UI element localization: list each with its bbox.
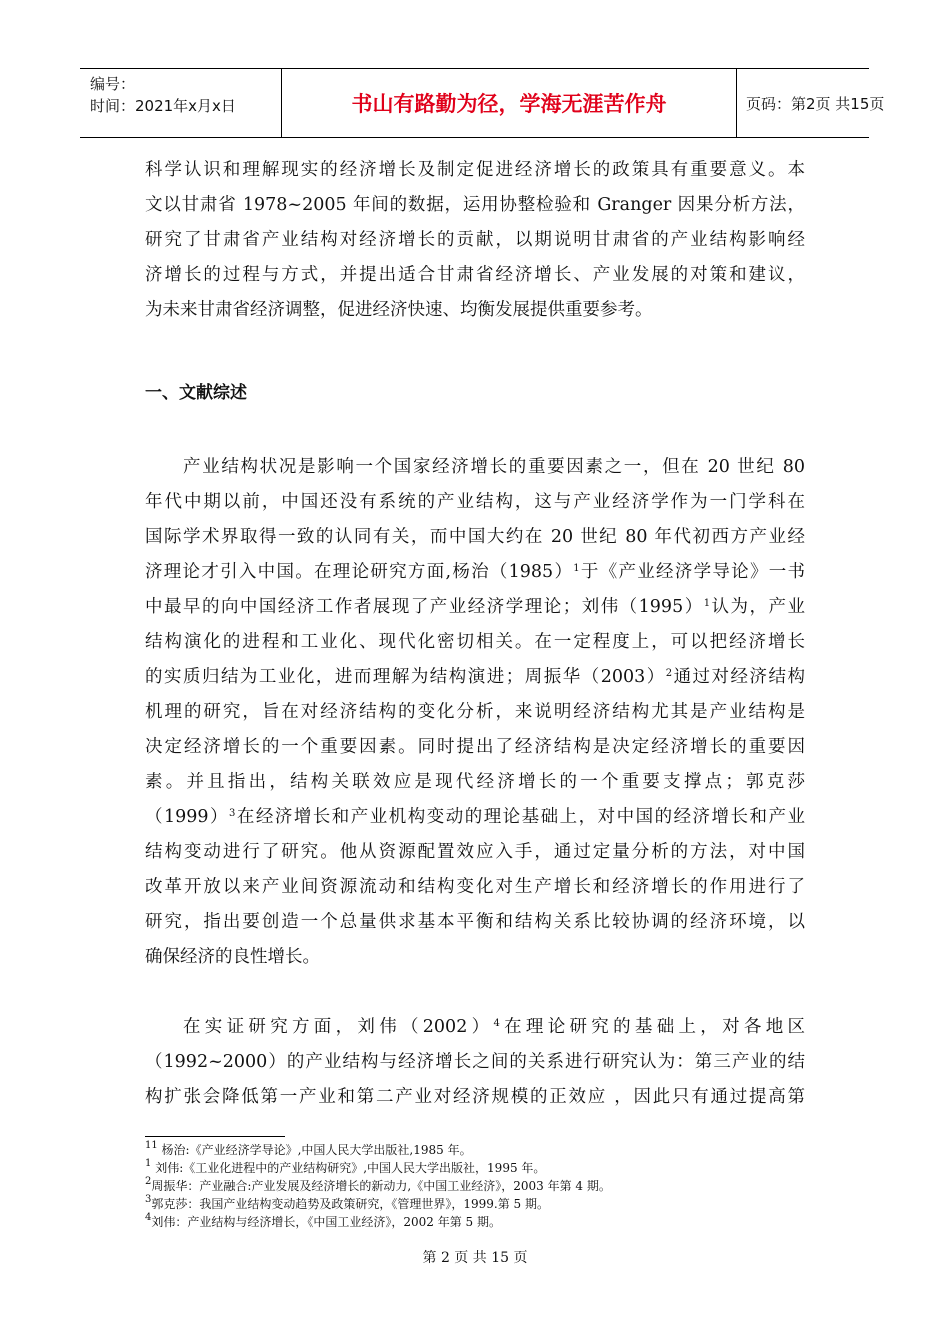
body-line: 文以甘肃省 1978~2005 年间的数据，运用协整检验和 Granger 因果分析方法，: [145, 195, 805, 215]
body-line: 为未来甘肃省经济调整，促进经济快速、均衡发展提供重要参考。: [145, 300, 653, 320]
body-line: 改革开放以来产业间资源流动和结构变化对生产增长和经济增长的作用进行了: [145, 877, 805, 897]
header-page-label: 页码：第2页 共15页: [746, 94, 885, 113]
body-line: 构扩张会降低第一产业和第二产业对经济规模的正效应 ，因此只有通过提高第: [145, 1087, 805, 1107]
doc-time-label: 时间：2021年x月x日: [90, 97, 236, 115]
footnote: $^4$刘伟：产业结构与经济增长，《中国工业经济》，2002 年第 5 期。: [145, 1212, 501, 1229]
body-line: 确保经济的良性增长。: [145, 947, 320, 967]
body-line: 结构演化的进程和工业化、现代化密切相关。在一定程度上，可以把经济增长: [145, 632, 805, 652]
body-line: 决定经济增长的一个重要因素。同时提出了经济结构是决定经济增长的重要因: [145, 737, 805, 757]
footnote-ref: 1: [703, 598, 711, 609]
body-line: $(1999)^3$在经济增长和产业机构变动的理论基础上，对中国的经济增长和产业: [145, 807, 805, 827]
body-line: 结构变动进行了研究。他从资源配置效应入手，通过定量分析的方法，对中国: [145, 842, 805, 862]
body-line: 研究了甘肃省产业结构对经济增长的贡献，以期说明甘肃省的产业结构影响经: [145, 230, 805, 250]
body-line: 年代中期以前，中国还没有系统的产业结构，这与产业经济学作为一门学科在: [145, 492, 805, 512]
doc-number-label: 编号：: [90, 75, 136, 93]
body-line: 素。并且指出，结构关联效应是现代经济增长的一个重要支撑点；郭克莎: [145, 772, 805, 792]
body-line: 济理论才引入中国。在理论研究方面,杨治$(1985)^1$于《产业经济学导论》一书: [145, 562, 805, 582]
footnote-ref: 3: [229, 808, 236, 819]
body-line: 中最早的向中国经济工作者展现了产业经济学理论；刘伟$(1995)^1$认为，产业: [145, 597, 805, 617]
body-line: 济增长的过程与方式，并提出适合甘肃省经济增长、产业发展的对策和建议，: [145, 265, 805, 285]
footnote: $^3$郭克莎：我国产业结构变动趋势及政策研究，《管理世界》，1999.第 5 期。: [145, 1194, 549, 1211]
body-line: 产业结构状况是影响一个国家经济增长的重要因素之一，但在 20 世纪 80: [183, 457, 805, 477]
body-line: 科学认识和理解现实的经济增长及制定促进经济增长的政策具有重要意义。本: [145, 160, 805, 180]
header-motto: 书山有路勤为径，学海无涯苦作舟: [282, 69, 737, 137]
footnote: $^{11}$ 杨治:《产业经济学导论》,中国人民大学出版社,1985 年。: [145, 1140, 472, 1157]
body-line: 研究，指出要创造一个总量供求基本平衡和结构关系比较协调的经济环境，以: [145, 912, 805, 932]
body-line: 在实证研究方面，刘伟$(2002)^4$在理论研究的基础上，对各地区: [183, 1017, 806, 1037]
section-heading: 一、文献综述: [145, 383, 247, 403]
body-line: 国际学术界取得一致的认同有关，而中国大约在 20 世纪 80 年代初西方产业经: [145, 527, 805, 547]
footnote-ref: 1: [573, 563, 580, 574]
footnote-ref: 2: [665, 668, 673, 679]
body-line: （1992~2000）的产业结构与经济增长之间的关系进行研究认为：第三产业的结: [145, 1052, 805, 1072]
footnote-ref: 4: [493, 1018, 500, 1029]
footnote: $^2$周振华：产业融合:产业发展及经济增长的新动力,《中国工业经济》，2003 年第 4 期。: [145, 1176, 611, 1193]
page-number: 第 2 页 共 15 页: [422, 1250, 528, 1266]
body-line: 的实质归结为工业化，进而理解为结构演进；周振华$(2003)^2$通过对经济结构: [145, 667, 805, 687]
footnote: $^1$ 刘伟:《工业化进程中的产业结构研究》,中国人民大学出版社，1995 年。: [145, 1158, 546, 1175]
footnote-separator: [145, 1136, 285, 1137]
body-line: 机理的研究，旨在对经济结构的变化分析，来说明经济结构尤其是产业结构是: [145, 702, 805, 722]
page-header: [80, 68, 885, 138]
header-meta: [80, 69, 282, 137]
